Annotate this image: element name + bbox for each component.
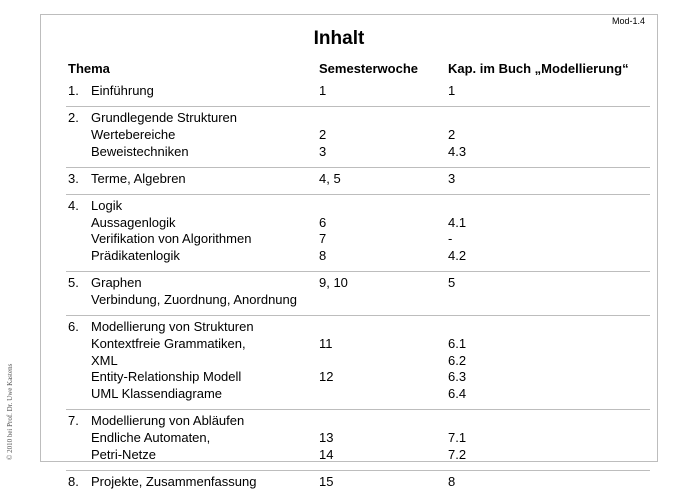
section-separator [66,409,650,410]
topic-cell: Grundlegende Strukturen [91,110,237,126]
topic-cell: Endliche Automaten, [91,429,211,445]
topic-cell: Petri-Netze [91,446,157,462]
table-row [0,430,678,446]
topic-cell: Projekte, Zusammenfassung [91,473,257,489]
header-topic: Thema [68,61,110,76]
section-number: 1. [68,83,79,98]
week-cell: 9, 10 [319,275,348,291]
week-cell: 7 [319,231,327,247]
chapter-cell: 5 [448,275,456,291]
copyright-note: © 2010 bei Prof. Dr. Uwe Kastens [6,363,14,460]
table-row [0,336,678,352]
topic-cell: Beweistechniken [91,143,189,159]
table-row [0,275,678,291]
table-row [0,144,678,160]
chapter-cell: 4.3 [448,143,467,159]
topic-cell: Prädikatenlogik [91,248,180,264]
section-separator [66,470,650,471]
table-row [0,474,678,490]
table-row [0,215,678,231]
topic-cell: Wertebereiche [91,126,176,142]
table-row [0,369,678,385]
section-separator [66,315,650,316]
topic-cell: Modellierung von Strukturen [91,319,254,335]
section-number: 4. [68,198,79,213]
topic-cell: Einführung [91,83,154,98]
week-cell: 1 [319,83,327,98]
chapter-cell: 1 [448,83,456,98]
table-row [0,413,678,429]
section-number: 7. [68,413,79,429]
section-number: 2. [68,110,79,126]
topic-cell: Entity-Relationship Modell [91,369,242,385]
topic-cell: Modellierung von Abläufen [91,413,245,429]
week-cell: 15 [319,473,334,489]
table-row [0,198,678,214]
header-week: Semesterwoche [319,61,418,76]
table-row [0,386,678,402]
slide-id: Mod-1.4 [611,16,645,26]
week-cell: 11 [319,335,333,351]
section-separator [66,167,650,168]
header-chapter: Kap. im Buch „Modellierung“ [448,61,629,76]
table-row [0,127,678,143]
topic-cell: XML [91,352,118,368]
chapter-cell: 7.1 [448,429,467,445]
table-header [0,61,678,79]
week-cell: 4, 5 [319,170,341,186]
section-separator [66,106,650,107]
table-row [0,83,678,99]
chapter-cell: 3 [448,170,456,186]
week-cell: 13 [319,429,334,445]
chapter-cell: 6.2 [448,352,467,368]
page-title: Inhalt [313,28,365,49]
week-cell: 6 [319,214,327,230]
section-number: 5. [68,275,79,291]
chapter-cell: 2 [448,126,456,142]
topic-cell: Graphen [91,275,142,291]
table-row [0,110,678,126]
chapter-cell: - [448,231,453,247]
section-number: 3. [68,170,79,186]
chapter-cell: 4.2 [448,248,467,264]
section-separator [66,271,650,272]
week-cell: 14 [319,446,334,462]
topic-cell: UML Klassendiagrame [91,386,223,401]
table-row [0,292,678,308]
chapter-cell: 6.1 [448,335,467,351]
table-row [0,231,678,247]
topic-cell: Terme, Algebren [91,170,186,186]
topic-cell: Verbindung, Zuordnung, Anordnung [91,292,298,307]
week-cell: 2 [319,126,327,142]
table-row [0,248,678,264]
table-row [0,447,678,463]
week-cell: 3 [319,143,327,159]
week-cell: 12 [319,369,334,385]
topic-cell: Aussagenlogik [91,214,176,230]
section-separator [66,194,650,195]
chapter-cell: 7.2 [448,446,467,462]
chapter-cell: 6.4 [448,386,467,401]
chapter-cell: 8 [448,473,456,489]
topic-cell: Kontextfreie Grammatiken, [91,335,246,351]
topic-cell: Verifikation von Algorithmen [91,231,252,247]
table-row [0,171,678,187]
week-cell: 8 [319,248,327,264]
table-row [0,319,678,335]
section-number: 8. [68,473,79,489]
chapter-cell: 6.3 [448,369,467,385]
section-number: 6. [68,319,79,335]
topic-cell: Logik [91,198,123,213]
chapter-cell: 4.1 [448,214,467,230]
table-row [0,353,678,369]
